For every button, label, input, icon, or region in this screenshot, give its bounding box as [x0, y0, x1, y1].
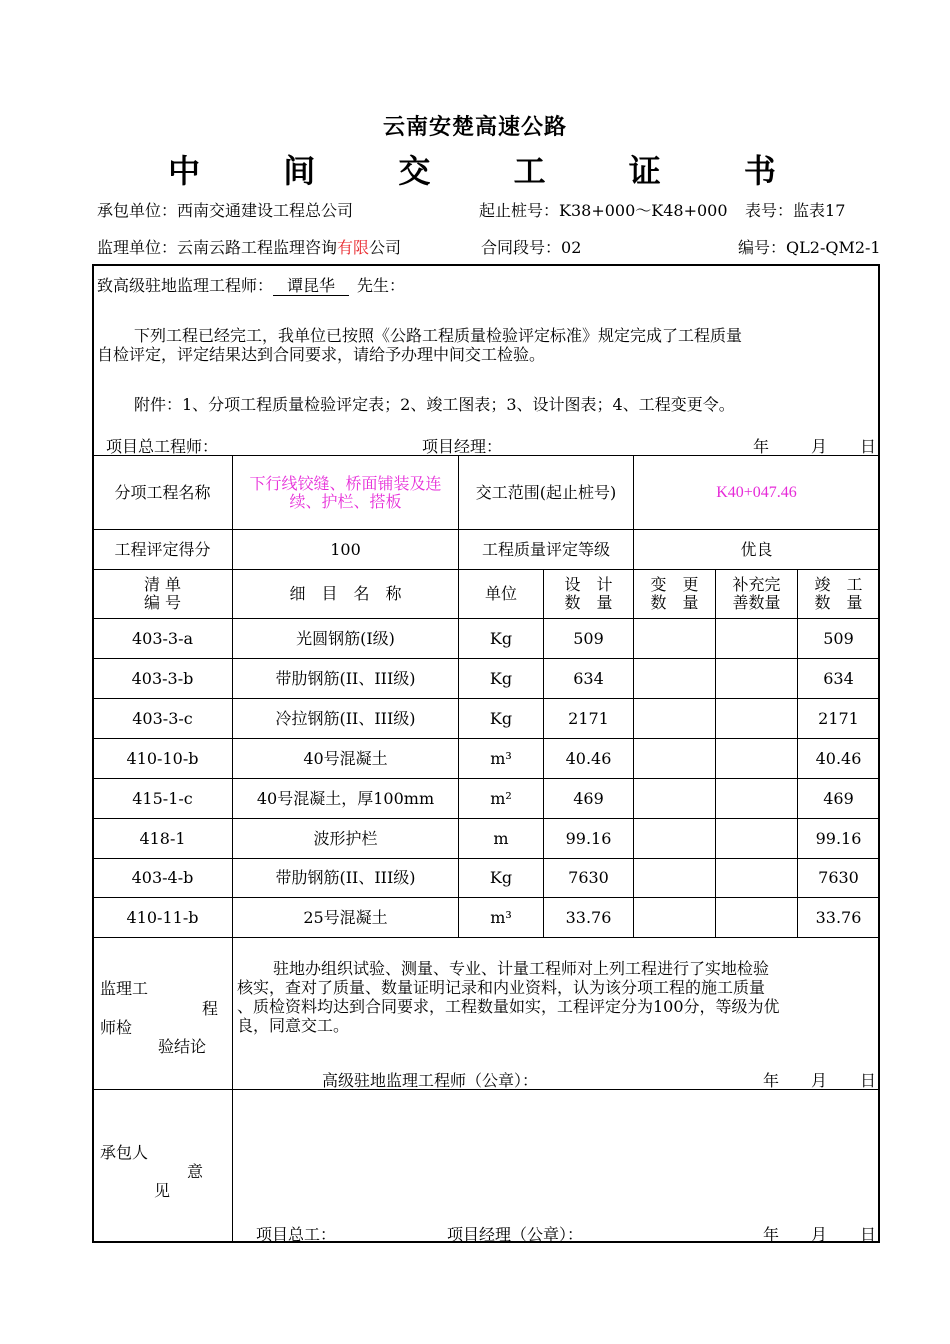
row-supp — [716, 739, 797, 778]
col-name-header: 细 目 名 称 — [289, 584, 402, 603]
range-value: K40+047.46 — [716, 483, 797, 501]
contract-line — [481, 235, 581, 258]
letter-month: 月 — [811, 437, 828, 456]
row-change — [634, 659, 715, 698]
row-design: 99.16 — [565, 828, 612, 848]
row-change — [634, 779, 715, 818]
supervisor-line — [97, 235, 401, 258]
col-design-header-2: 数 量 — [564, 593, 613, 612]
row-supp — [716, 819, 797, 858]
contract-label: 合同段号： — [481, 238, 562, 257]
grid-line — [92, 937, 880, 938]
row-code: 403-3-a — [131, 628, 194, 648]
row-change — [634, 859, 715, 897]
row-code: 418-1 — [139, 828, 186, 848]
row-name: 带肋钢筋(II、III级) — [275, 668, 416, 688]
col-change-header-1: 变 更 — [650, 575, 699, 594]
item-name-value-line-1: 下行线铰缝、桥面铺装及连 — [249, 473, 442, 493]
row-done: 634 — [823, 668, 854, 688]
col-supp-header-2: 善数量 — [732, 593, 781, 612]
row-name: 波形护栏 — [313, 828, 378, 848]
row-supp — [716, 699, 797, 738]
row-unit: m³ — [490, 748, 512, 768]
contractor-label: 承包单位： — [97, 201, 178, 220]
row-code: 410-11-b — [126, 907, 199, 927]
row-change — [634, 619, 715, 658]
col-done-header-1: 竣 工 — [814, 575, 863, 594]
row-unit: m — [493, 828, 509, 848]
row-name: 光圆钢筋(I级) — [296, 628, 395, 648]
number-value: QL2-QM2-1 — [786, 238, 881, 257]
contractor-day: 日 — [860, 1225, 877, 1244]
letter-body-line-1: 下列工程已经完工，我单位已按照《公路工程质量检验评定标准》规定完成了工程质量 — [134, 326, 743, 345]
supervision-sign-label: 高级驻地监理工程师（公章）： — [322, 1071, 539, 1090]
col-design-header-1: 设 计 — [564, 575, 613, 594]
range-label: 交工范围(起止桩号) — [475, 482, 617, 502]
row-done: 2171 — [818, 708, 859, 728]
supervisor-value-c: 公司 — [369, 238, 402, 257]
row-change — [634, 699, 715, 738]
supervisor-label: 监理单位： — [97, 238, 178, 257]
row-code: 403-4-b — [131, 868, 194, 887]
supervisor-value-a: 云南云路工程监理咨询 — [177, 238, 338, 257]
row-design: 2171 — [568, 708, 609, 728]
row-code: 415-1-c — [132, 788, 193, 808]
contractor-opinion-label-2: 意 — [187, 1162, 204, 1181]
score-label: 工程评定得分 — [114, 539, 211, 559]
salutation-suffix: 先生： — [357, 276, 406, 295]
row-unit: m² — [490, 788, 512, 808]
row-design: 33.76 — [565, 907, 612, 927]
contract-value: 02 — [561, 238, 582, 257]
document-title: 云南安楚高速公路 — [382, 114, 567, 140]
row-code: 403-3-c — [132, 708, 193, 728]
col-supp-header — [716, 570, 797, 618]
number-line — [738, 235, 881, 258]
col-code-header-1: 清 单 — [143, 575, 182, 594]
supervision-month: 月 — [811, 1071, 828, 1090]
contractor-value: 西南交通建设工程总公司 — [177, 201, 354, 220]
supervision-label-3: 师检 — [100, 1018, 133, 1037]
form-value: 监表17 — [793, 201, 846, 220]
row-done: 469 — [823, 788, 854, 808]
col-change-header — [634, 570, 715, 618]
letter-day: 日 — [860, 437, 877, 456]
letter-salutation — [97, 273, 405, 296]
row-done: 99.16 — [815, 828, 862, 848]
col-done-header-2: 数 量 — [814, 593, 863, 612]
salutation-name: 谭昆华 — [273, 277, 349, 296]
supervision-text-3: 、质检资料均达到合同要求，工程数量如实，工程评定分为100分，等级为优 — [237, 997, 780, 1016]
row-unit: Kg — [489, 708, 513, 728]
supervision-text-2: 核实，查对了质量、数量证明记录和内业资料，认为该分项工程的施工质量 — [237, 978, 766, 997]
row-design: 40.46 — [565, 748, 612, 768]
row-name: 冷拉钢筋(II、III级) — [275, 708, 416, 728]
score-value: 100 — [330, 539, 361, 559]
chief-engineer-label: 项目总工程师： — [106, 437, 219, 456]
supervision-text-1: 驻地办组织试验、测量、专业、计量工程师对上列工程进行了实地检验 — [273, 959, 770, 978]
contractor-month: 月 — [811, 1225, 828, 1244]
station-line — [479, 198, 728, 221]
row-design: 7630 — [568, 868, 609, 887]
grade-value: 优良 — [740, 539, 773, 559]
letter-attachments: 附件：1、分项工程质量检验评定表；2、竣工图表；3、设计图表；4、工程变更令。 — [134, 395, 735, 414]
contractor-line — [97, 198, 353, 221]
row-name: 40号混凝土 — [303, 748, 388, 768]
number-label: 编号： — [738, 238, 787, 257]
row-done: 33.76 — [815, 907, 862, 927]
row-supp — [716, 859, 797, 897]
item-name-value — [233, 456, 458, 529]
col-done-header — [798, 570, 879, 618]
row-code: 403-3-b — [131, 668, 194, 688]
row-supp — [716, 659, 797, 698]
row-design: 469 — [573, 788, 604, 808]
contractor-manager-label: 项目经理（公章）： — [447, 1225, 584, 1244]
row-unit: Kg — [489, 628, 513, 648]
grade-label: 工程质量评定等级 — [481, 539, 610, 559]
col-change-header-2: 数 量 — [650, 593, 699, 612]
supervisor-value-b: 有限 — [337, 238, 370, 257]
project-manager-label: 项目经理： — [422, 437, 503, 456]
col-design-header — [544, 570, 633, 618]
row-change — [634, 898, 715, 937]
row-unit: Kg — [489, 868, 513, 887]
row-change — [634, 739, 715, 778]
row-design: 634 — [573, 668, 604, 688]
col-code-header — [93, 570, 232, 618]
row-unit: m³ — [490, 907, 512, 927]
contractor-year: 年 — [763, 1225, 780, 1244]
row-change — [634, 819, 715, 858]
item-name-value-line-2: 续、护栏、搭板 — [289, 491, 402, 511]
item-name-label: 分项工程名称 — [114, 482, 211, 502]
salutation-label: 致高级驻地监理工程师： — [97, 276, 274, 295]
form-line — [745, 198, 845, 221]
document-subtitle: 中 间 交 工 证 书 — [168, 152, 812, 190]
row-supp — [716, 619, 797, 658]
station-label: 起止桩号： — [479, 201, 560, 220]
row-name: 25号混凝土 — [303, 907, 388, 927]
row-name: 40号混凝土，厚100mm — [256, 788, 435, 808]
row-done: 509 — [823, 628, 854, 648]
row-supp — [716, 779, 797, 818]
contractor-chief-label: 项目总工： — [256, 1225, 337, 1244]
contractor-opinion-label-3: 见 — [154, 1181, 171, 1200]
supervision-day: 日 — [860, 1071, 877, 1090]
supervision-label-2: 程 — [202, 999, 219, 1018]
col-supp-header-1: 补充完 — [732, 575, 781, 594]
letter-year: 年 — [753, 437, 770, 456]
row-done: 7630 — [818, 868, 859, 887]
letter-body-line-2: 自检评定，评定结果达到合同要求，请给予办理中间交工检验。 — [97, 345, 546, 364]
row-supp — [716, 898, 797, 937]
contractor-opinion-label-1: 承包人 — [100, 1143, 149, 1162]
station-value: K38+000～K48+000 — [559, 201, 728, 220]
row-code: 410-10-b — [126, 748, 199, 768]
col-code-header-2: 编 号 — [143, 593, 182, 612]
col-unit-header: 单位 — [484, 584, 517, 603]
row-design: 509 — [573, 628, 604, 648]
row-name: 带肋钢筋(II、III级) — [275, 868, 416, 887]
form-label: 表号： — [745, 201, 794, 220]
row-unit: Kg — [489, 668, 513, 688]
row-done: 40.46 — [815, 748, 862, 768]
supervision-text-4: 良，同意交工。 — [237, 1016, 350, 1035]
supervision-label-1: 监理工 — [100, 979, 149, 998]
supervision-year: 年 — [763, 1071, 780, 1090]
supervision-label-4: 验结论 — [158, 1037, 207, 1056]
